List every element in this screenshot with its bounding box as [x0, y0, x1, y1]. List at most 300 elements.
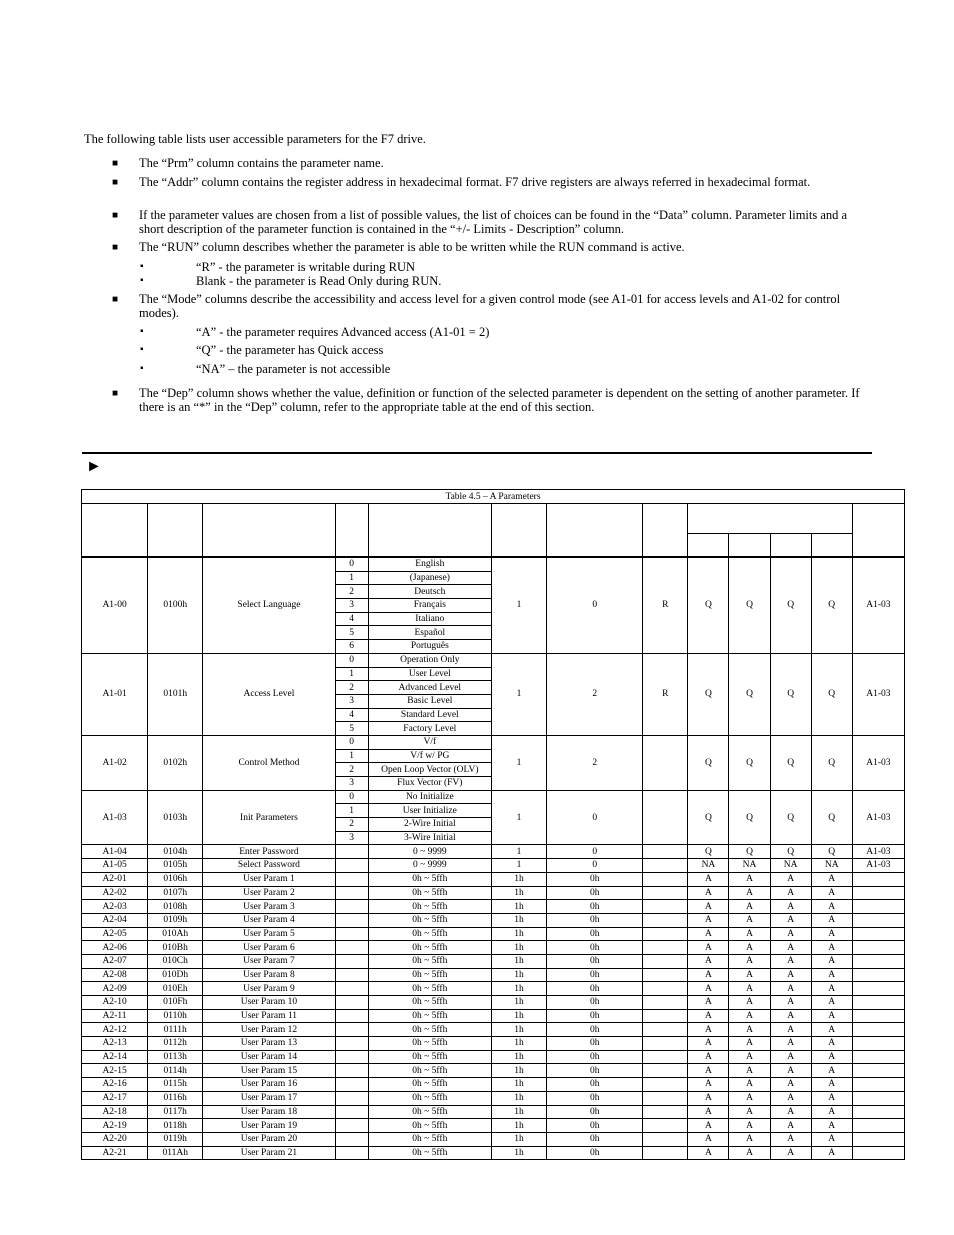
prm-cell: A2-18 — [82, 1105, 148, 1119]
default-cell: 0h — [547, 982, 643, 996]
addr-cell: 010Bh — [148, 941, 203, 955]
bullet-marker: ■ — [112, 242, 119, 253]
sub-text: “R” - the parameter is writable during RUN — [196, 260, 416, 274]
option-number-cell: 1 — [335, 804, 368, 818]
table-row — [82, 1009, 905, 1023]
value-cell: 1h — [491, 1023, 546, 1037]
value-cell: 1h — [491, 1064, 546, 1078]
mode-cell: A — [729, 1105, 770, 1119]
prm-cell: A1-00 — [82, 557, 148, 653]
value-cell: 1 — [491, 557, 546, 653]
addr-cell: 0107h — [148, 886, 203, 900]
prm-cell: A2-09 — [82, 982, 148, 996]
option-number-cell: 2 — [335, 585, 368, 599]
mode-cell: A — [770, 941, 811, 955]
range-cell: 0h ~ 5ffh — [368, 982, 491, 996]
mode-cell: A — [688, 1009, 729, 1023]
mode-cell: A — [688, 982, 729, 996]
mode-cell: A — [729, 1091, 770, 1105]
table-row — [82, 954, 905, 968]
value-cell: 1 — [491, 735, 546, 790]
table-row — [82, 1050, 905, 1064]
mode-cell: A — [729, 968, 770, 982]
dep-cell: A1-03 — [852, 557, 904, 653]
value-cell: 1h — [491, 954, 546, 968]
mode-cell: A — [688, 996, 729, 1010]
mode-cell: A — [729, 913, 770, 927]
mode-cell: A — [811, 1105, 852, 1119]
value-cell: 1h — [491, 996, 546, 1010]
option-number-cell: 2 — [335, 681, 368, 695]
mode-cell: A — [811, 941, 852, 955]
prm-cell: A2-08 — [82, 968, 148, 982]
option-number-cell — [335, 954, 368, 968]
addr-cell: 0114h — [148, 1064, 203, 1078]
header-cell — [852, 504, 904, 558]
option-number-cell — [335, 968, 368, 982]
mode-cell: A — [729, 954, 770, 968]
mode-cell: A — [688, 1037, 729, 1051]
addr-cell: 011Ah — [148, 1146, 203, 1160]
option-label-cell: Basic Level — [368, 694, 491, 708]
mode-cell: A — [688, 1146, 729, 1160]
option-number-cell — [335, 982, 368, 996]
value-cell: 1h — [491, 1037, 546, 1051]
option-number-cell — [335, 1050, 368, 1064]
mode-cell: Q — [729, 653, 770, 735]
range-cell: 0h ~ 5ffh — [368, 872, 491, 886]
table-row — [82, 1132, 905, 1146]
mode-header-cell — [688, 534, 729, 558]
option-label-cell: User Level — [368, 667, 491, 681]
prm-cell: A2-05 — [82, 927, 148, 941]
option-number-cell: 0 — [335, 557, 368, 571]
option-label-cell: 2-Wire Initial — [368, 818, 491, 832]
name-cell: User Param 12 — [203, 1023, 335, 1037]
addr-cell: 0113h — [148, 1050, 203, 1064]
prm-cell: A1-03 — [82, 790, 148, 845]
prm-cell: A2-02 — [82, 886, 148, 900]
mode-header-cell — [729, 534, 770, 558]
range-cell: 0h ~ 5ffh — [368, 927, 491, 941]
default-cell: 0h — [547, 1050, 643, 1064]
run-cell: R — [643, 557, 688, 653]
bullet-text: If the parameter values are chosen from a list of possible values, the list of choices can be found in the “Data” column. Parameter limits and a short description of the parameter function is contained in the “+/- Limits - Description” column. — [139, 208, 848, 236]
range-cell: 0h ~ 5ffh — [368, 1078, 491, 1092]
mode-cell: A — [770, 982, 811, 996]
range-cell: 0h ~ 5ffh — [368, 1050, 491, 1064]
table-row — [82, 900, 905, 914]
addr-cell: 0118h — [148, 1119, 203, 1133]
name-cell: User Param 18 — [203, 1105, 335, 1119]
run-cell — [643, 941, 688, 955]
mode-cell: Q — [770, 735, 811, 790]
option-number-cell: 1 — [335, 749, 368, 763]
name-cell: User Param 21 — [203, 1146, 335, 1160]
bullet-marker: ■ — [112, 158, 119, 169]
default-cell: 2 — [547, 653, 643, 735]
range-cell: 0h ~ 5ffh — [368, 1119, 491, 1133]
option-number-cell — [335, 1132, 368, 1146]
option-label-cell: (Japanese) — [368, 571, 491, 585]
mode-cell: A — [770, 1078, 811, 1092]
prm-cell: A2-15 — [82, 1064, 148, 1078]
option-number-cell — [335, 1009, 368, 1023]
range-cell: 0h ~ 5ffh — [368, 1037, 491, 1051]
mode-cell: A — [811, 886, 852, 900]
option-number-cell — [335, 941, 368, 955]
table-row — [82, 927, 905, 941]
run-cell — [643, 1050, 688, 1064]
run-cell: R — [643, 653, 688, 735]
value-cell: 1h — [491, 1009, 546, 1023]
mode-cell: A — [811, 1064, 852, 1078]
default-cell: 0h — [547, 1119, 643, 1133]
dep-cell — [852, 941, 904, 955]
mode-cell: A — [770, 1119, 811, 1133]
dep-cell: A1-03 — [852, 790, 904, 845]
mode-cell: A — [811, 913, 852, 927]
addr-cell: 0119h — [148, 1132, 203, 1146]
mode-cell: NA — [729, 859, 770, 873]
mode-cell: A — [811, 982, 852, 996]
range-cell: 0h ~ 5ffh — [368, 913, 491, 927]
table-header-row — [82, 504, 905, 534]
option-number-cell — [335, 1146, 368, 1160]
prm-cell: A2-16 — [82, 1078, 148, 1092]
dep-cell — [852, 1146, 904, 1160]
mode-cell: Q — [770, 790, 811, 845]
prm-cell: A2-17 — [82, 1091, 148, 1105]
dep-cell — [852, 900, 904, 914]
mode-cell: A — [770, 1064, 811, 1078]
range-cell: 0h ~ 5ffh — [368, 996, 491, 1010]
mode-cell: A — [688, 1119, 729, 1133]
mode-cell: Q — [729, 735, 770, 790]
addr-cell: 0105h — [148, 859, 203, 873]
mode-cell: A — [688, 913, 729, 927]
name-cell: User Param 7 — [203, 954, 335, 968]
option-label-cell: Français — [368, 599, 491, 613]
mode-cell: A — [770, 913, 811, 927]
run-cell — [643, 982, 688, 996]
range-cell: 0h ~ 5ffh — [368, 1023, 491, 1037]
prm-cell: A2-03 — [82, 900, 148, 914]
run-cell — [643, 859, 688, 873]
mode-cell: A — [811, 1146, 852, 1160]
range-cell: 0 ~ 9999 — [368, 845, 491, 859]
dep-cell: A1-03 — [852, 845, 904, 859]
range-cell: 0h ~ 5ffh — [368, 1105, 491, 1119]
option-label-cell: No Initialize — [368, 790, 491, 804]
prm-cell: A2-12 — [82, 1023, 148, 1037]
run-cell — [643, 913, 688, 927]
table-caption-row — [82, 490, 905, 504]
mode-cell: A — [729, 1132, 770, 1146]
default-cell: 0h — [547, 1023, 643, 1037]
mode-cell: A — [729, 927, 770, 941]
mode-cell: A — [811, 1037, 852, 1051]
mode-cell: A — [811, 954, 852, 968]
default-cell: 0h — [547, 872, 643, 886]
name-cell: User Param 3 — [203, 900, 335, 914]
bullet-text: The “Prm” column contains the parameter name. — [139, 156, 384, 170]
mode-header-cell — [811, 534, 852, 558]
name-cell: Access Level — [203, 653, 335, 735]
default-cell: 0h — [547, 1132, 643, 1146]
run-cell — [643, 1078, 688, 1092]
mode-cell: Q — [688, 653, 729, 735]
run-cell — [643, 1105, 688, 1119]
run-cell — [643, 845, 688, 859]
header-cell — [491, 504, 546, 558]
value-cell: 1h — [491, 913, 546, 927]
default-cell: 0h — [547, 941, 643, 955]
mode-cell: Q — [729, 790, 770, 845]
value-cell: 1h — [491, 941, 546, 955]
header-cell — [643, 504, 688, 558]
mode-cell: A — [770, 1009, 811, 1023]
mode-cell: A — [770, 1023, 811, 1037]
mode-cell: A — [770, 872, 811, 886]
value-cell: 1 — [491, 859, 546, 873]
default-cell: 0h — [547, 1037, 643, 1051]
prm-cell: A2-06 — [82, 941, 148, 955]
mode-header-cell — [770, 534, 811, 558]
dep-cell — [852, 982, 904, 996]
range-cell: 0h ~ 5ffh — [368, 1146, 491, 1160]
name-cell: User Param 9 — [203, 982, 335, 996]
option-label-cell: User Initialize — [368, 804, 491, 818]
range-cell: 0 ~ 9999 — [368, 859, 491, 873]
table-row — [82, 872, 905, 886]
dep-cell — [852, 1105, 904, 1119]
mode-cell: A — [770, 1091, 811, 1105]
run-cell — [643, 1091, 688, 1105]
mode-cell: Q — [811, 557, 852, 653]
option-number-cell: 3 — [335, 777, 368, 791]
addr-cell: 0100h — [148, 557, 203, 653]
name-cell: User Param 16 — [203, 1078, 335, 1092]
name-cell: User Param 8 — [203, 968, 335, 982]
mode-cell: A — [729, 941, 770, 955]
mode-cell: A — [811, 1091, 852, 1105]
mode-cell: A — [770, 927, 811, 941]
addr-cell: 0109h — [148, 913, 203, 927]
mode-cell: A — [770, 968, 811, 982]
addr-cell: 010Eh — [148, 982, 203, 996]
option-number-cell — [335, 872, 368, 886]
name-cell: User Param 2 — [203, 886, 335, 900]
bullet-marker: ■ — [112, 294, 119, 305]
table-row — [82, 886, 905, 900]
bullet-marker: ■ — [112, 210, 119, 221]
addr-cell: 0117h — [148, 1105, 203, 1119]
option-number-cell — [335, 859, 368, 873]
dep-cell — [852, 913, 904, 927]
mode-cell: NA — [770, 859, 811, 873]
value-cell: 1h — [491, 900, 546, 914]
prm-cell: A2-11 — [82, 1009, 148, 1023]
option-label-cell: Español — [368, 626, 491, 640]
dep-cell — [852, 1091, 904, 1105]
default-cell: 0h — [547, 1064, 643, 1078]
dep-cell — [852, 996, 904, 1010]
sub-text: Blank - the parameter is Read Only during RUN. — [196, 274, 442, 288]
option-number-cell — [335, 1037, 368, 1051]
run-cell — [643, 1064, 688, 1078]
name-cell: User Param 10 — [203, 996, 335, 1010]
option-number-cell — [335, 1078, 368, 1092]
option-label-cell: V/f — [368, 735, 491, 749]
mode-cell: Q — [688, 845, 729, 859]
default-cell: 0 — [547, 557, 643, 653]
option-label-cell: Operation Only — [368, 653, 491, 667]
prm-cell: A1-04 — [82, 845, 148, 859]
section-rule — [82, 452, 872, 454]
prm-cell: A2-21 — [82, 1146, 148, 1160]
option-number-cell — [335, 1119, 368, 1133]
option-number-cell: 6 — [335, 640, 368, 654]
mode-cell: A — [688, 1105, 729, 1119]
mode-cell: Q — [770, 845, 811, 859]
name-cell: User Param 13 — [203, 1037, 335, 1051]
intro-text: The following table lists user accessible parameters for the F7 drive. — [84, 132, 426, 146]
mode-cell: A — [811, 927, 852, 941]
mode-cell: Q — [770, 557, 811, 653]
addr-cell: 0101h — [148, 653, 203, 735]
default-cell: 0h — [547, 1009, 643, 1023]
bullet-text: The “RUN” column describes whether the parameter is able to be written while the RUN command is active. — [139, 240, 685, 254]
range-cell: 0h ~ 5ffh — [368, 1064, 491, 1078]
range-cell: 0h ~ 5ffh — [368, 954, 491, 968]
sub-text: “NA” – the parameter is not accessible — [196, 362, 391, 376]
mode-cell: A — [770, 1105, 811, 1119]
dep-cell — [852, 968, 904, 982]
run-cell — [643, 927, 688, 941]
mode-cell: Q — [811, 845, 852, 859]
value-cell: 1h — [491, 1050, 546, 1064]
option-label-cell: Flux Vector (FV) — [368, 777, 491, 791]
table-row — [82, 941, 905, 955]
default-cell: 0h — [547, 1091, 643, 1105]
name-cell: Init Parameters — [203, 790, 335, 845]
mode-cell: A — [770, 886, 811, 900]
mode-cell: Q — [770, 653, 811, 735]
name-cell: User Param 15 — [203, 1064, 335, 1078]
mode-cell: A — [811, 996, 852, 1010]
run-cell — [643, 900, 688, 914]
range-cell: 0h ~ 5ffh — [368, 1091, 491, 1105]
mode-cell: NA — [811, 859, 852, 873]
option-label-cell: V/f w/ PG — [368, 749, 491, 763]
name-cell: User Param 1 — [203, 872, 335, 886]
mode-cell: A — [770, 1037, 811, 1051]
dep-cell: A1-03 — [852, 735, 904, 790]
value-cell: 1h — [491, 886, 546, 900]
mode-cell: A — [688, 1091, 729, 1105]
table-row — [82, 845, 905, 859]
run-cell — [643, 968, 688, 982]
prm-cell: A2-07 — [82, 954, 148, 968]
mode-cell: A — [688, 941, 729, 955]
option-number-cell — [335, 996, 368, 1010]
default-cell: 0h — [547, 1146, 643, 1160]
run-cell — [643, 1132, 688, 1146]
run-cell — [643, 1009, 688, 1023]
range-cell: 0h ~ 5ffh — [368, 968, 491, 982]
default-cell: 2 — [547, 735, 643, 790]
addr-cell: 0104h — [148, 845, 203, 859]
mode-cell: A — [811, 1023, 852, 1037]
option-number-cell — [335, 1023, 368, 1037]
mode-cell: A — [770, 954, 811, 968]
run-cell — [643, 954, 688, 968]
mode-cell: A — [770, 1132, 811, 1146]
default-cell: 0h — [547, 954, 643, 968]
bullet-text: The “Dep” column shows whether the value, definition or function of the selected parameter is dependent on the setting of another parameter. If there is an “*” in the “Dep” column, refer to the appropriate table at the end of this section. — [139, 386, 860, 414]
name-cell: Enter Password — [203, 845, 335, 859]
option-number-cell: 3 — [335, 599, 368, 613]
dep-cell — [852, 1037, 904, 1051]
addr-cell: 0115h — [148, 1078, 203, 1092]
option-label-cell: Deutsch — [368, 585, 491, 599]
dep-cell — [852, 1132, 904, 1146]
prm-cell: A2-13 — [82, 1037, 148, 1051]
mode-cell: A — [770, 1146, 811, 1160]
name-cell: User Param 6 — [203, 941, 335, 955]
prm-cell: A2-14 — [82, 1050, 148, 1064]
mode-cell: Q — [688, 735, 729, 790]
option-label-cell: Advanced Level — [368, 681, 491, 695]
option-number-cell: 4 — [335, 708, 368, 722]
mode-cell: A — [688, 954, 729, 968]
run-cell — [643, 1037, 688, 1051]
option-label-cell: Italiano — [368, 612, 491, 626]
default-cell: 0h — [547, 1078, 643, 1092]
mode-cell: A — [729, 982, 770, 996]
option-number-cell: 0 — [335, 790, 368, 804]
mode-cell: A — [688, 1023, 729, 1037]
addr-cell: 0111h — [148, 1023, 203, 1037]
mode-cell: A — [811, 872, 852, 886]
mode-cell: A — [688, 1132, 729, 1146]
mode-cell: A — [811, 1119, 852, 1133]
name-cell: User Param 4 — [203, 913, 335, 927]
table-row — [82, 996, 905, 1010]
mode-cell: A — [811, 900, 852, 914]
table-row — [82, 982, 905, 996]
section-arrow-icon: ► — [86, 458, 102, 475]
value-cell: 1 — [491, 653, 546, 735]
mode-cell: A — [688, 886, 729, 900]
mode-cell: A — [811, 1078, 852, 1092]
mode-cell: A — [729, 886, 770, 900]
table-row — [82, 735, 905, 749]
a-parameters-table — [81, 489, 905, 1160]
run-cell — [643, 1146, 688, 1160]
mode-cell: Q — [729, 845, 770, 859]
name-cell: User Param 17 — [203, 1091, 335, 1105]
mode-cell: A — [770, 900, 811, 914]
default-cell: 0 — [547, 859, 643, 873]
dep-cell — [852, 1078, 904, 1092]
run-cell — [643, 886, 688, 900]
addr-cell: 0108h — [148, 900, 203, 914]
header-cell — [148, 504, 203, 558]
option-label-cell: 3-Wire Initial — [368, 831, 491, 845]
option-number-cell: 2 — [335, 763, 368, 777]
